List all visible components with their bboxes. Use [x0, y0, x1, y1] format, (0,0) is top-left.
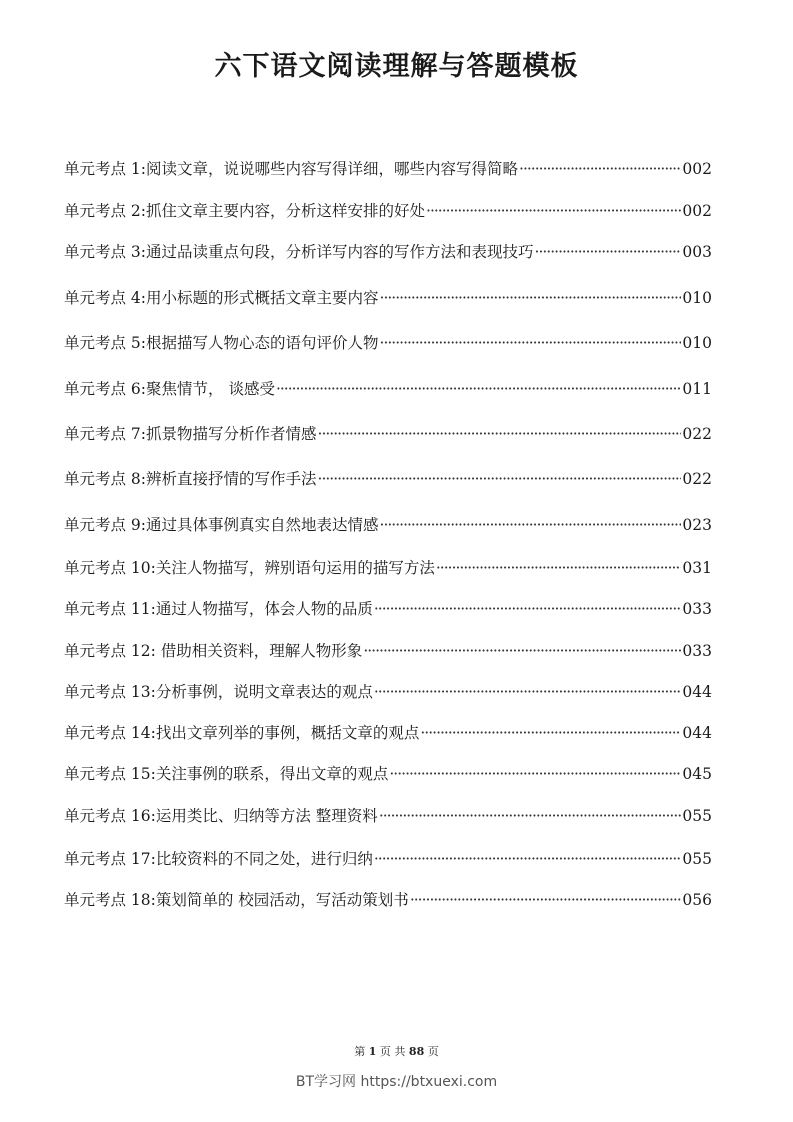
- toc-entry[interactable]: [64, 762, 712, 788]
- toc-entry[interactable]: [64, 721, 712, 747]
- toc-entry[interactable]: [64, 199, 712, 225]
- footer-total-pages: 88: [408, 1045, 425, 1058]
- toc-entry[interactable]: [64, 240, 712, 266]
- footer-current-page: 1: [368, 1045, 377, 1058]
- toc-entry[interactable]: [64, 597, 712, 623]
- toc-dot-leader: [276, 380, 681, 398]
- toc-entry-page: 003: [682, 243, 712, 261]
- toc-entry-title: 单元考点 12: 借助相关资料，理解人物形象: [64, 642, 363, 660]
- toc-entry[interactable]: [64, 804, 712, 830]
- toc-entry[interactable]: [64, 556, 712, 582]
- toc-entry-title: 单元考点 11:通过人物描写，体会人物的品质: [64, 600, 373, 618]
- toc-entry[interactable]: [64, 847, 712, 873]
- toc-entry[interactable]: [64, 888, 712, 914]
- toc-dot-leader: [374, 850, 682, 868]
- toc-dot-leader: [374, 600, 682, 618]
- toc-entry[interactable]: [64, 639, 712, 665]
- toc-dot-leader: [380, 289, 682, 307]
- toc-dot-leader: [389, 765, 681, 783]
- toc-entry[interactable]: [64, 377, 712, 403]
- toc-entry-title: 单元考点 3:通过品读重点句段，分析详写内容的写作方法和表现技巧: [64, 243, 534, 261]
- footer-suffix: 页: [427, 1045, 439, 1058]
- toc-entry-page: 011: [682, 380, 712, 398]
- toc-dot-leader: [363, 642, 681, 660]
- toc-dot-leader: [318, 470, 682, 488]
- footer-prefix: 第: [354, 1045, 366, 1058]
- toc-dot-leader: [426, 202, 681, 220]
- toc-entry-page: 002: [682, 202, 712, 220]
- toc-entry-page: 010: [682, 334, 712, 352]
- toc-dot-leader: [380, 334, 682, 352]
- toc-entry-title: 单元考点 13:分析事例，说明文章表达的观点: [64, 683, 373, 701]
- toc-dot-leader: [535, 243, 682, 261]
- toc-dot-leader: [420, 724, 681, 742]
- toc-entry-title: 单元考点 1:阅读文章，说说哪些内容写得详细，哪些内容写得简略: [64, 160, 519, 178]
- toc-entry-page: 033: [682, 600, 712, 618]
- toc-entry-title: 单元考点 5:根据描写人物心态的语句评价人物: [64, 334, 379, 352]
- toc-entry-page: 022: [682, 470, 712, 488]
- toc-dot-leader: [380, 516, 682, 534]
- toc-entry-title: 单元考点 10:关注人物描写，辨别语句运用的描写方法: [64, 559, 435, 577]
- toc-dot-leader: [410, 891, 682, 909]
- toc-entry-title: 单元考点 14:找出文章列举的事例，概括文章的观点: [64, 724, 420, 742]
- toc-dot-leader: [519, 160, 681, 178]
- page-footer: [0, 1043, 793, 1059]
- toc-dot-leader: [379, 807, 682, 825]
- toc-entry-title: 单元考点 18:策划简单的 校园活动，写活动策划书: [64, 891, 409, 909]
- toc-entry[interactable]: [64, 513, 712, 539]
- toc-entry-title: 单元考点 7:抓景物描写分析作者情感: [64, 425, 317, 443]
- toc-entry[interactable]: [64, 331, 712, 357]
- toc-dot-leader: [436, 559, 682, 577]
- toc-entry[interactable]: [64, 286, 712, 312]
- toc-entry-page: 031: [682, 559, 712, 577]
- toc-entry-title: 单元考点 9:通过具体事例真实自然地表达情感: [64, 516, 379, 534]
- toc-entry-page: 056: [682, 891, 712, 909]
- toc-entry-title: 单元考点 4:用小标题的形式概括文章主要内容: [64, 289, 379, 307]
- toc-entry-page: 045: [682, 765, 712, 783]
- watermark: BT学习网 https://btxuexi.com: [295, 1074, 498, 1090]
- toc-entry-title: 单元考点 16:运用类比、归纳等方法 整理资料: [64, 807, 378, 825]
- toc-entry-page: 023: [682, 516, 712, 534]
- toc-entry-page: 044: [682, 683, 712, 701]
- toc-entry-page: 033: [682, 642, 712, 660]
- toc-entry[interactable]: [64, 157, 712, 183]
- toc-entry-page: 055: [682, 850, 712, 868]
- page-title: 六下语文阅读理解与答题模板: [214, 51, 579, 82]
- toc-entry[interactable]: [64, 467, 712, 493]
- toc-entry-title: 单元考点 2:抓住文章主要内容，分析这样安排的好处: [64, 202, 426, 220]
- toc-entry-title: 单元考点 17:比较资料的不同之处，进行归纳: [64, 850, 373, 868]
- toc-entry-page: 022: [682, 425, 712, 443]
- toc-entry[interactable]: [64, 422, 712, 448]
- toc-entry-page: 010: [682, 289, 712, 307]
- toc-entry-page: 002: [682, 160, 712, 178]
- toc-dot-leader: [318, 425, 682, 443]
- toc-entry-page: 044: [682, 724, 712, 742]
- toc-entry-title: 单元考点 6:聚焦情节， 谈感受: [64, 380, 275, 398]
- toc-entry-title: 单元考点 8:辨析直接抒情的写作手法: [64, 470, 317, 488]
- footer-mid: 页 共: [379, 1045, 406, 1058]
- toc-dot-leader: [374, 683, 682, 701]
- toc-entry-title: 单元考点 15:关注事例的联系，得出文章的观点: [64, 765, 389, 783]
- toc-entry-page: 055: [682, 807, 712, 825]
- toc-entry[interactable]: [64, 680, 712, 706]
